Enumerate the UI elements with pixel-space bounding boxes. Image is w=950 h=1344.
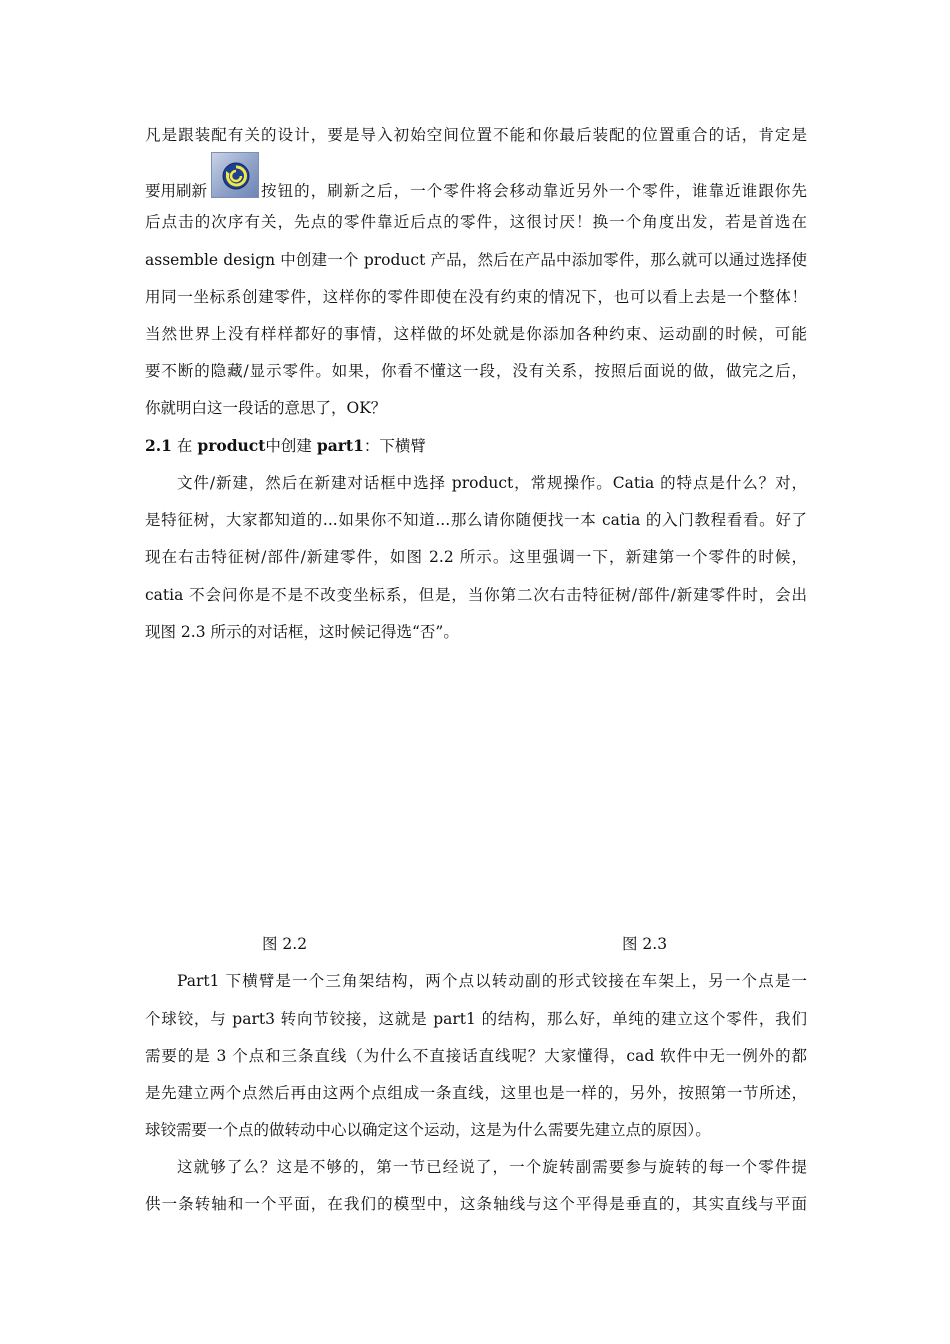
paragraph1-line1: 凡是跟装配有关的设计，要是导入初始空间位置不能和你最后装配的位置重合的话，肯定是 [145, 126, 807, 144]
paragraph1-line3: 后点击的次序有关，先点的零件靠近后点的零件，这很讨厌！换一个角度出发，若是首选在 [145, 213, 807, 231]
figure-2-2-caption: 图 2.2 [262, 935, 308, 953]
paragraph4-line1: 这就够了么？这是不够的，第一节已经说了，一个旋转副需要参与旋转的每一个零件提 [177, 1158, 807, 1176]
paragraph3-line2: 个球铰，与 part3 转向节铰接，这就是 part1 的结构，那么好，单纯的建立这个零件，我们 [145, 1010, 807, 1028]
paragraph1-line2-end: 按钮的，刷新之后，一个零件将会移动靠近另外一个零件，谁靠近谁跟你先 [261, 182, 807, 200]
paragraph1-line2-start: 要用刷新 [145, 182, 208, 200]
paragraph1-line7: 要不断的隐藏/显示零件。如果，你看不懂这一段，没有关系，按照后面说的做，做完之后， [145, 362, 807, 380]
section-heading-mid: 中创建 [265, 437, 312, 455]
paragraph2-line4: catia 不会问你是不是不改变坐标系，但是，当你第二次右击特征树/部件/新建零件时，会出 [145, 586, 807, 604]
figure-2-3-caption: 图 2.3 [622, 935, 668, 953]
paragraph1-line5: 用同一坐标系创建零件，这样你的零件即使在没有约束的情况下，也可以看上去是一个整体！ [145, 288, 807, 306]
paragraph2-line1: 文件/新建，然后在新建对话框中选择 product，常规操作。Catia 的特点是什么？对， [177, 474, 807, 492]
paragraph3-line5: 球铰需要一个点的做转动中心以确定这个运动，这是为什么需要先建立点的原因）。 [145, 1121, 711, 1139]
paragraph3-line1: Part1 下横臂是一个三角架结构，两个点以转动副的形式铰接在车架上，另一个点是一 [177, 972, 807, 990]
section-heading-part: part1 [316, 436, 364, 455]
refresh-update-icon [211, 152, 259, 198]
paragraph1-line8: 你就明白这一段话的意思了，OK？ [145, 399, 387, 417]
section-heading-post: ：下横臂 [363, 437, 426, 455]
section-heading-pre: 在 [176, 437, 193, 455]
section-number: 2.1 [145, 436, 172, 455]
section-heading [145, 436, 807, 456]
paragraph4-line2: 供一条转轴和一个平面，在我们的模型中，这条轴线与这个平得是垂直的，其实直线与平面 [145, 1195, 807, 1213]
paragraph2-line5: 现图 2.3 所示的对话框，这时候记得选“否”。 [145, 623, 459, 641]
paragraph3-line3: 需要的是 3 个点和三条直线（为什么不直接话直线呢？大家懂得，cad 软件中无一例外的都 [145, 1047, 807, 1065]
refresh-icon-graphic [221, 161, 251, 191]
paragraph2-line3: 现在右击特征树/部件/新建零件，如图 2.2 所示。这里强调一下，新建第一个零件的时候， [145, 548, 807, 566]
paragraph1-line6: 当然世界上没有样样都好的事情，这样做的坏处就是你添加各种约束、运动副的时候，可能 [145, 325, 807, 343]
section-heading-product: product [197, 436, 266, 455]
paragraph1-line4: assemble design 中创建一个 product 产品，然后在产品中添加零件，那么就可以通过选择使 [145, 251, 807, 269]
paragraph3-line4: 是先建立两个点然后再由这两个点组成一条直线，这里也是一样的，另外，按照第一节所述， [145, 1084, 807, 1102]
paragraph2-line2: 是特征树，大家都知道的...如果你不知道...那么请你随便找一本 catia 的入门教程看看。好了 [145, 511, 807, 529]
